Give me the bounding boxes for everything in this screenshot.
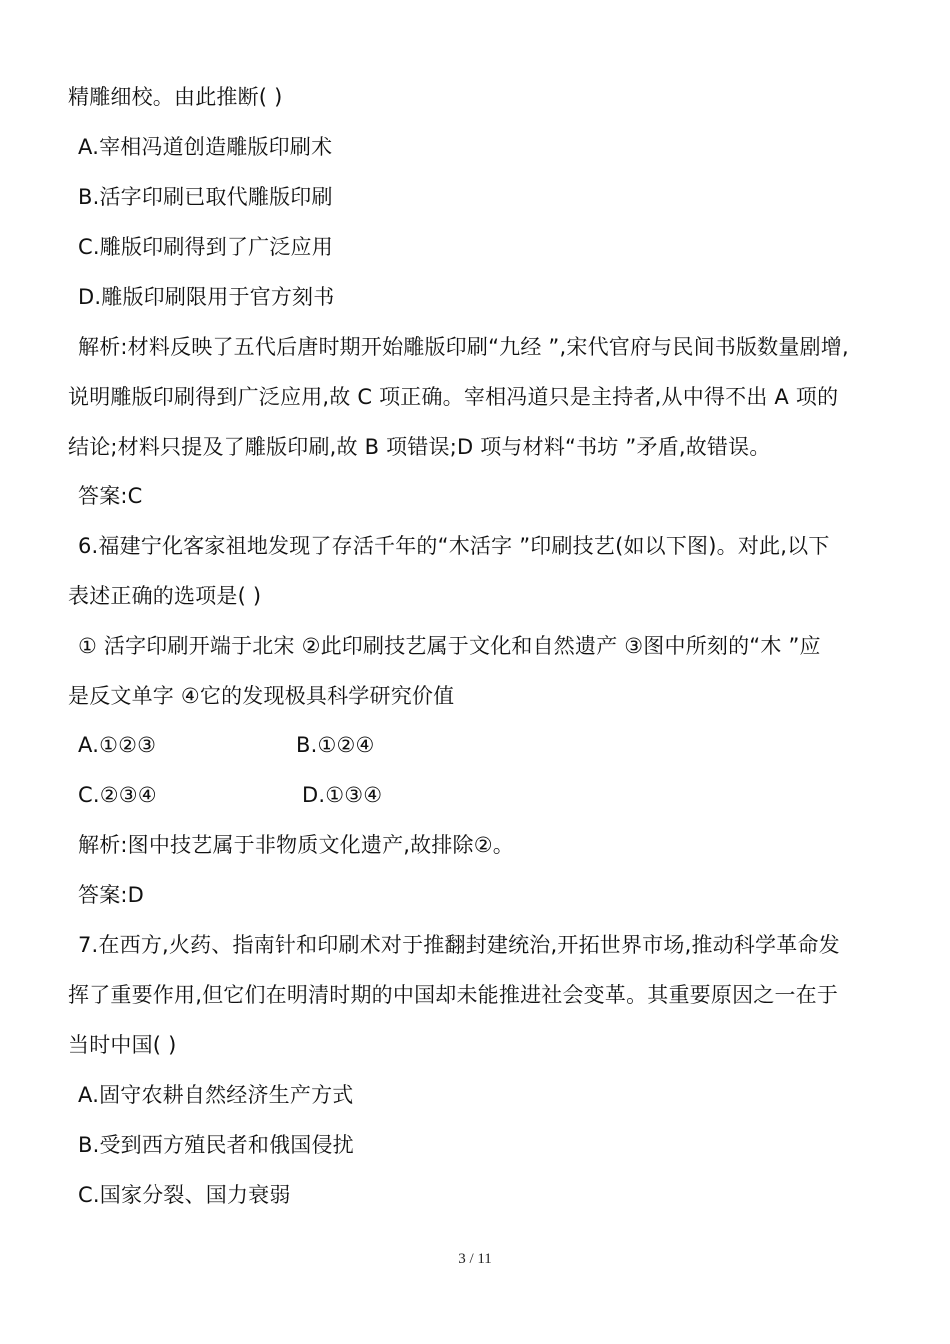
q5-analysis-line-3: 结论;材料只提及了雕版印刷,故 B 项错误;D 项与材料“书坊 ”矛盾,故错误。	[68, 435, 771, 459]
page-number: 3 / 11	[458, 1251, 492, 1267]
q7-option-b: B.受到西方殖民者和俄国侵扰	[78, 1133, 354, 1157]
q5-option-b: B.活字印刷已取代雕版印刷	[78, 185, 333, 209]
q6-option-c: C.②③④	[78, 783, 157, 807]
q6-option-d: D.①③④	[302, 783, 383, 807]
q7-stem-line-1: 7.在西方,火药、指南针和印刷术对于推翻封建统治,开拓世界市场,推动科学革命发	[78, 933, 840, 957]
q6-stem-line-1: 6.福建宁化客家祖地发现了存活千年的“木活字 ”印刷技艺(如以下图)。对此,以下	[78, 534, 830, 558]
q6-stem-line-2: 表述正确的选项是( )	[68, 584, 262, 608]
q7-stem-line-2: 挥了重要作用,但它们在明清时期的中国却未能推进社会变革。其重要原因之一在于	[68, 983, 839, 1007]
q6-answer: 答案:D	[78, 883, 145, 907]
q6-statements-line-1: ① 活字印刷开端于北宋 ②此印刷技艺属于文化和自然遗产 ③图中所刻的“木 ”应	[78, 634, 821, 658]
q5-option-a: A.宰相冯道创造雕版印刷术	[78, 135, 333, 159]
q6-analysis: 解析:图中技艺属于非物质文化遗产,故排除②。	[78, 833, 514, 857]
q7-option-a: A.固守农耕自然经济生产方式	[78, 1083, 354, 1107]
q5-answer: 答案:C	[78, 484, 143, 508]
q7-option-c: C.国家分裂、国力衰弱	[78, 1183, 291, 1207]
q5-stem-end: 精雕细校。由此推断( )	[68, 85, 283, 109]
q6-statements-line-2: 是反文单字 ④它的发现极具科学研究价值	[68, 684, 455, 708]
q5-option-d: D.雕版印刷限用于官方刻书	[78, 285, 335, 309]
q5-analysis-line-2: 说明雕版印刷得到广泛应用,故 C 项正确。宰相冯道只是主持者,从中得不出 A 项的	[68, 385, 839, 409]
q6-option-a: A.①②③	[78, 733, 157, 757]
q6-option-b: B.①②④	[296, 733, 375, 757]
q5-option-c: C.雕版印刷得到了广泛应用	[78, 235, 333, 259]
q7-stem-line-3: 当时中国( )	[68, 1033, 177, 1057]
q5-analysis-line-1: 解析:材料反映了五代后唐时期开始雕版印刷“九经 ”,宋代官府与民间书版数量剧增,	[78, 335, 849, 359]
